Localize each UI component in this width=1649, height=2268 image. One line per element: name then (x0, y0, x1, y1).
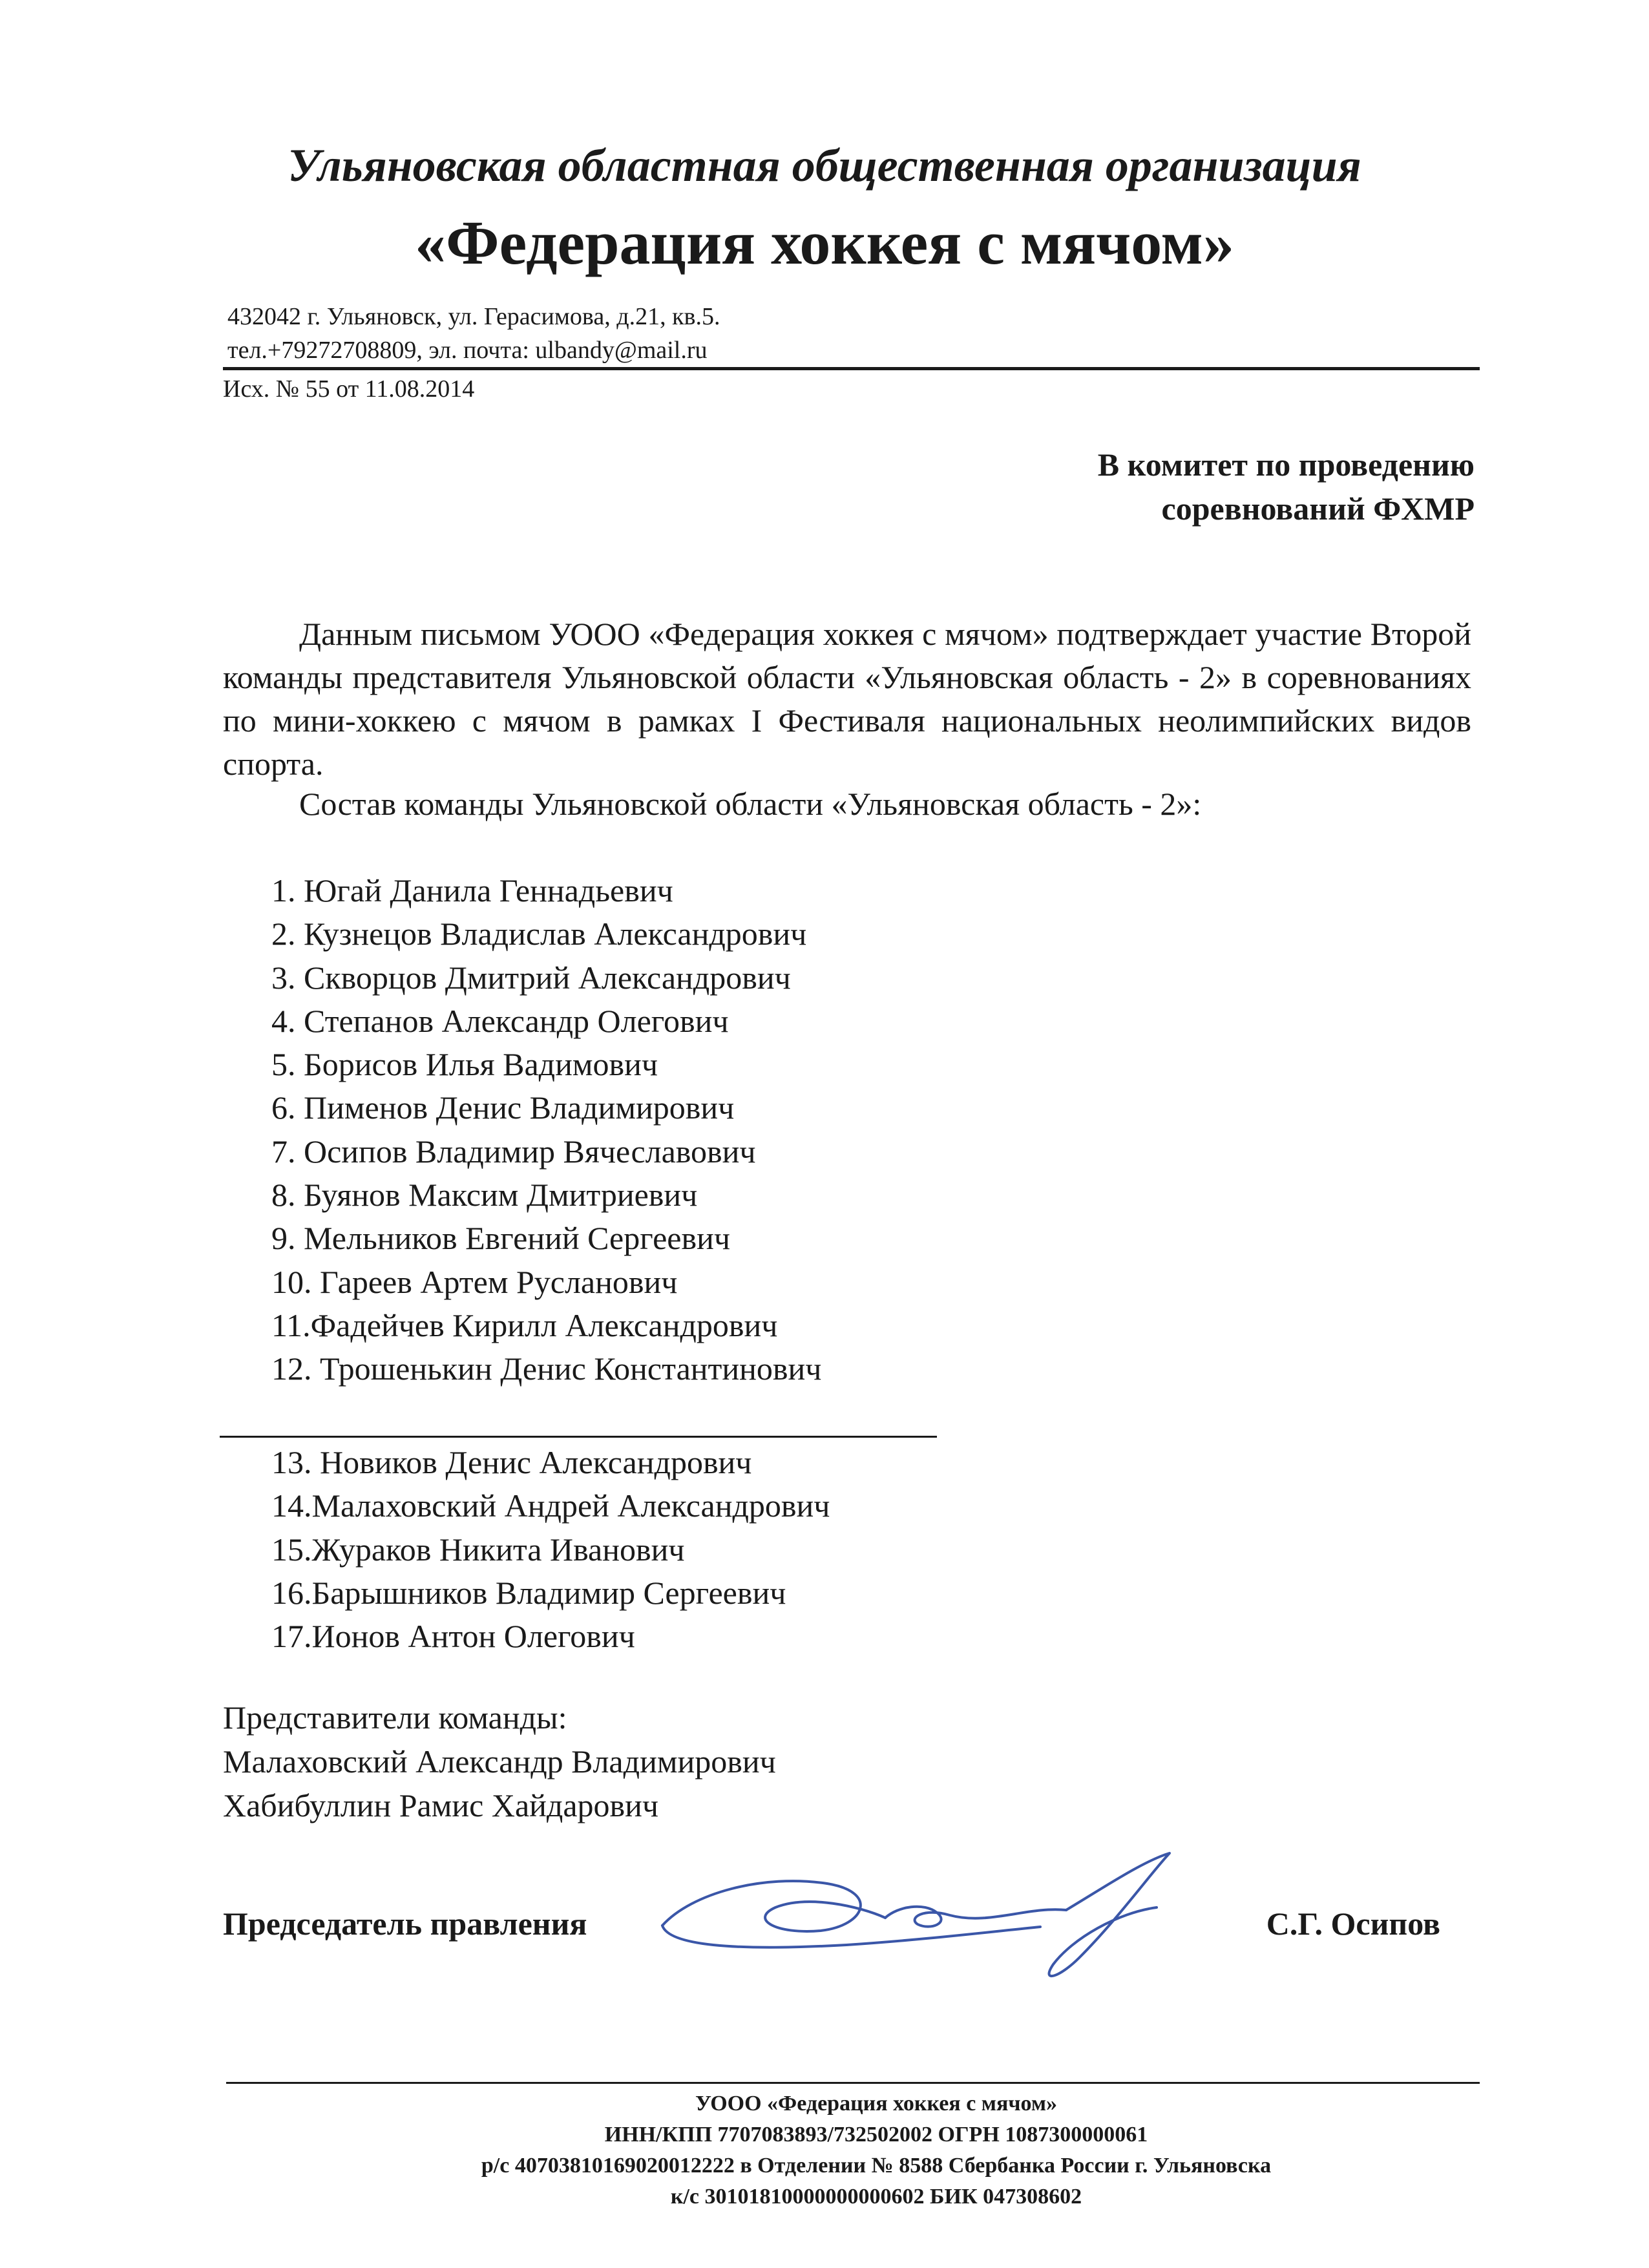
footer-divider (226, 2082, 1480, 2084)
org-name-heading: «Федерация хоккея с мячом» (415, 208, 1234, 277)
roster-item: 14.Малаховский Андрей Александрович (271, 1487, 830, 1524)
roster-item: 17.Ионов Антон Олегович (271, 1618, 635, 1655)
roster-reserve-list (271, 1441, 830, 1658)
letterhead-divider (223, 367, 1480, 370)
roster-item: 11.Фадейчев Кирилл Александрович (271, 1307, 778, 1343)
roster-item: 2. Кузнецов Владислав Александрович (271, 916, 807, 952)
roster-item: 1. Югай Данила Геннадьевич (271, 872, 673, 908)
roster-item: 16.Барышников Владимир Сергеевич (271, 1574, 786, 1611)
roster-item: 10. Гареев Артем Русланович (271, 1263, 678, 1300)
signer-position: Председатель правления (223, 1906, 587, 1942)
footer-account: р/с 40703810169020012222 в Отделении № 8588 Сбербанка России г. Ульяновска (481, 2154, 1272, 2178)
roster-item: 6. Пименов Денис Владимирович (271, 1089, 735, 1126)
roster-item: 5. Борисов Илья Вадимович (271, 1046, 658, 1083)
outgoing-number: Исх. № 55 от 11.08.2014 (223, 375, 475, 403)
roster-item: 4. Степанов Александр Олегович (271, 1002, 729, 1039)
org-type-heading: Ульяновская областная общественная организация (288, 140, 1361, 191)
recipient-line-2: соревнований ФХМР (1161, 490, 1475, 527)
org-contacts: тел.+79272708809, эл. почта: ulbandy@mail.ru (227, 337, 708, 364)
footer-inn: ИНН/КПП 7707083893/732502002 ОГРН 1087300000061 (604, 2123, 1148, 2147)
roster-item: 13. Новиков Денис Александрович (271, 1444, 752, 1480)
roster-item: 9. Мельников Евгений Сергеевич (271, 1220, 730, 1257)
recipient-block (1098, 443, 1475, 530)
footer-requisites (0, 2088, 1649, 2212)
roster-item: 15.Жураков Никита Иванович (271, 1531, 685, 1568)
representatives-block (223, 1696, 776, 1827)
handwritten-signature (653, 1848, 1208, 1990)
footer-org: УООО «Федерация хоккея с мячом» (695, 2092, 1058, 2116)
body-paragraph: Данным письмом УООО «Федерация хоккея с мячом» подтверждает участие Второй команды представителя Ульяновской области «Ульяновская область - 2» в соревнованиях по мини-хоккею с мячом в рамках I Фестиваля национальных неолимпийских видов спорта. (223, 616, 1471, 782)
footer-corr: к/с 30101810000000000602 БИК 047308602 (670, 2185, 1082, 2209)
composition-intro: Состав команды Ульяновской области «Ульяновская область - 2»: (299, 786, 1202, 822)
roster-item: 7. Осипов Владимир Вячеславович (271, 1133, 756, 1170)
letter-body (223, 613, 1471, 786)
representative-name: Хабибуллин Рамис Хайдарович (223, 1787, 659, 1823)
roster-main-list (271, 869, 821, 1391)
org-address: 432042 г. Ульяновск, ул. Герасимова, д.21, кв.5. (227, 303, 720, 330)
roster-item: 8. Буянов Максим Дмитриевич (271, 1177, 698, 1213)
roster-separator (220, 1436, 937, 1438)
signer-name: С.Г. Осипов (1266, 1906, 1440, 1942)
roster-item: 3. Скворцов Дмитрий Александрович (271, 959, 791, 996)
roster-item: 12. Трошенькин Денис Константинович (271, 1350, 822, 1387)
recipient-line-1: В комитет по проведению (1097, 446, 1475, 483)
representative-name: Малаховский Александр Владимирович (223, 1743, 776, 1780)
representatives-heading: Представители команды: (223, 1699, 567, 1736)
